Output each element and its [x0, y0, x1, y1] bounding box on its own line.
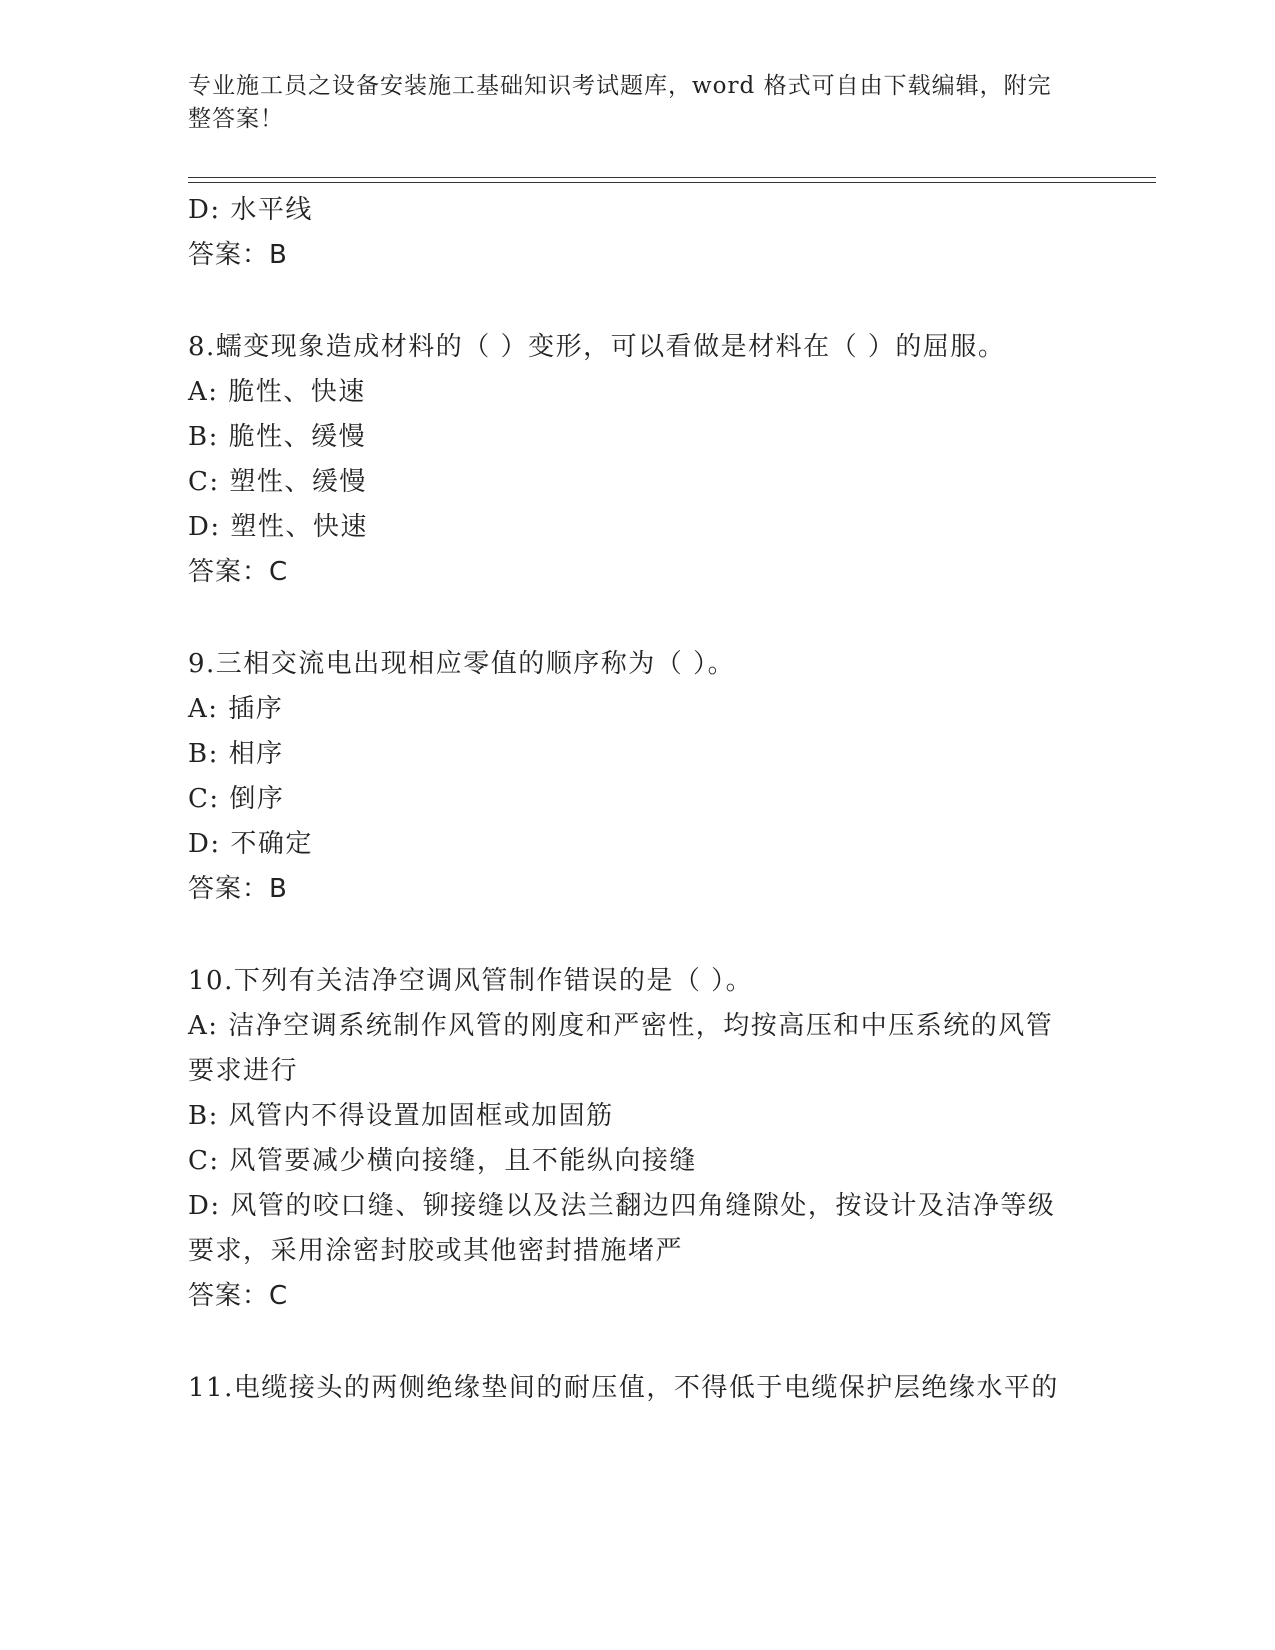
question-10-option-a: A: 洁净空调系统制作风管的刚度和严密性，均按高压和中压系统的风管要求进行: [188, 1011, 1054, 1086]
question-list: [188, 188, 1068, 1411]
spacer: [188, 278, 1068, 325]
question-9-option-b: B: 相序: [188, 739, 284, 769]
question-9-option-a: A: 插序: [188, 694, 284, 724]
question-8-text: 8.蠕变现象造成材料的（ ）变形，可以看做是材料在（ ）的屈服。: [188, 332, 1006, 362]
question-11-text: 11.电缆接头的两侧绝缘垫间的耐压值，不得低于电缆保护层绝缘水平的: [188, 1373, 1059, 1403]
prev-answer: 答案：B: [188, 240, 288, 270]
spacer: [188, 912, 1068, 959]
question-10-option-b: B: 风管内不得设置加固框或加固筋: [188, 1101, 614, 1131]
question-10-option-c: C: 风管要减少横向接缝，且不能纵向接缝: [188, 1146, 697, 1176]
question-9-text: 9.三相交流电出现相应零值的顺序称为（ ）。: [188, 649, 736, 679]
spacer: [188, 1319, 1068, 1366]
question-10-answer: 答案：C: [188, 1281, 289, 1311]
question-9-option-c: C: 倒序: [188, 784, 285, 814]
question-10-text: 10.下列有关洁净空调风管制作错误的是（ ）。: [188, 966, 754, 996]
header-rule-bottom: [188, 182, 1156, 183]
question-10-option-d: D: 风管的咬口缝、铆接缝以及法兰翻边四角缝隙处，按设计及洁净等级要求，采用涂密封胶或其他密封措施堵严: [188, 1191, 1056, 1266]
header-rule-top: [188, 177, 1156, 178]
question-8-option-c: C: 塑性、缓慢: [188, 467, 367, 497]
question-9-option-d: D: 不确定: [188, 829, 313, 859]
question-8-option-b: B: 脆性、缓慢: [188, 422, 367, 452]
prev-option-d: D: 水平线: [188, 195, 313, 225]
page-header: 专业施工员之设备安装施工基础知识考试题库，word 格式可自由下载编辑，附完整答案！: [188, 73, 1052, 132]
question-8-answer: 答案：C: [188, 557, 289, 587]
question-9-answer: 答案：B: [188, 874, 288, 904]
question-8-option-a: A: 脆性、快速: [188, 377, 366, 407]
spacer: [188, 595, 1068, 642]
question-8-option-d: D: 塑性、快速: [188, 512, 368, 542]
